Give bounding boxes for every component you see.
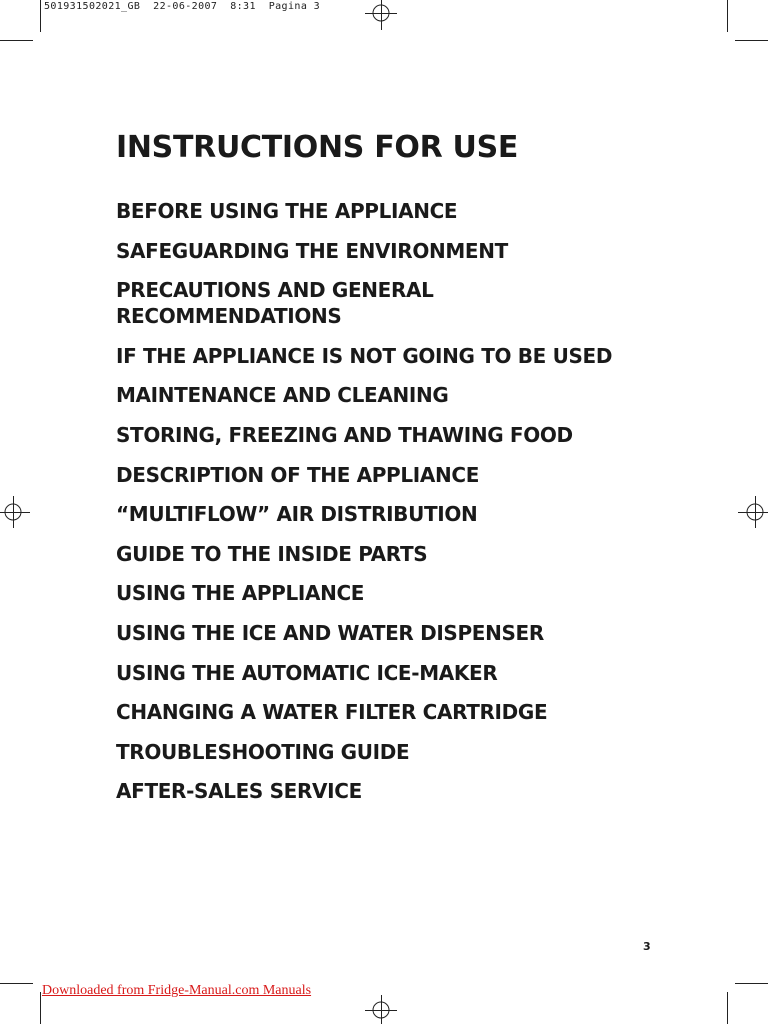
toc-item: IF THE APPLIANCE IS NOT GOING TO BE USED xyxy=(116,343,613,368)
print-slug-line: 501931502021_GB 22-06-2007 8:31 Pagina 3 xyxy=(44,1,321,12)
download-source-link[interactable]: Downloaded from Fridge-Manual.com Manuals xyxy=(42,983,312,998)
page-title: INSTRUCTIONS FOR USE xyxy=(116,130,519,165)
toc-item: MAINTENANCE AND CLEANING xyxy=(116,383,449,408)
toc-item: GUIDE TO THE INSIDE PARTS xyxy=(116,541,428,566)
toc-item: DESCRIPTION OF THE APPLIANCE xyxy=(116,462,480,487)
toc-item: STORING, FREEZING AND THAWING FOOD xyxy=(116,422,573,447)
toc-item: USING THE ICE AND WATER DISPENSER xyxy=(116,620,544,645)
toc-item: SAFEGUARDING THE ENVIRONMENT xyxy=(116,238,508,263)
toc-item: BEFORE USING THE APPLIANCE xyxy=(116,199,458,223)
toc-item: “MULTIFLOW” AIR DISTRIBUTION xyxy=(116,502,478,527)
toc-item: PRECAUTIONS AND GENERAL RECOMMENDATIONS xyxy=(116,278,434,329)
toc-item: TROUBLESHOOTING GUIDE xyxy=(116,739,410,764)
toc-item: USING THE AUTOMATIC ICE-MAKER xyxy=(116,660,498,685)
table-of-contents xyxy=(116,198,646,818)
toc-item: AFTER-SALES SERVICE xyxy=(116,779,362,804)
page-number: 3 xyxy=(643,940,651,953)
toc-item: USING THE APPLIANCE xyxy=(116,581,365,606)
toc-item: CHANGING A WATER FILTER CARTRIDGE xyxy=(116,700,548,725)
